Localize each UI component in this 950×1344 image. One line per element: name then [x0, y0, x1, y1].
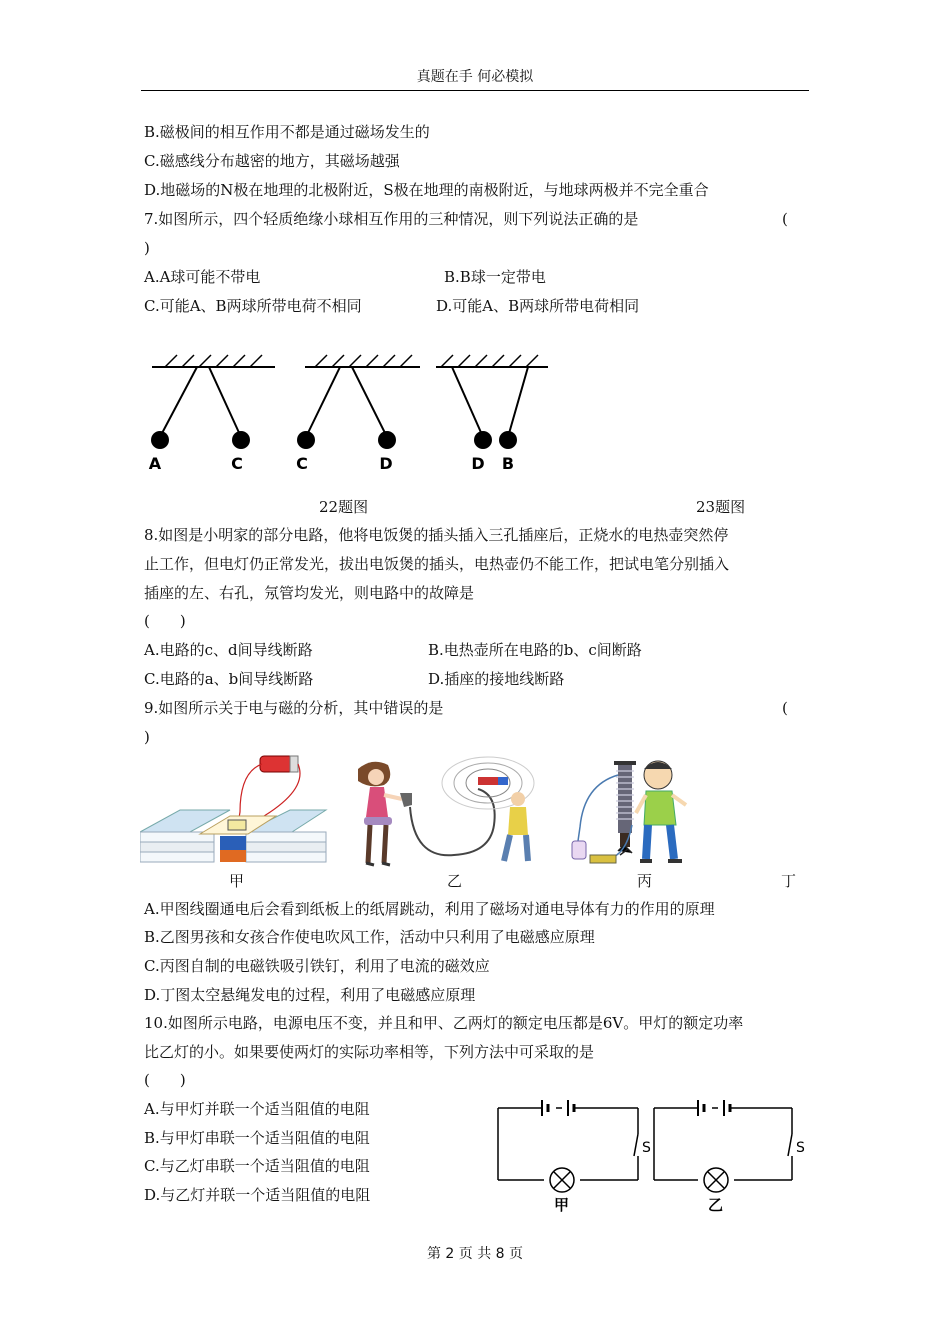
- q10-option-c: C.与乙灯串联一个适当阻值的电阻: [144, 1157, 370, 1175]
- q7-stem: 7.如图所示，四个轻质绝缘小球相互作用的三种情况，则下列说法正确的是: [144, 210, 639, 228]
- q7-option-c: C.可能A、B两球所带电荷不相同: [144, 297, 362, 315]
- header-rule: [141, 90, 809, 91]
- q9-option-b: B.乙图男孩和女孩合作使电吹风工作，活动中只利用了电磁感应原理: [144, 928, 595, 946]
- q10-option-a: A.与甲灯并联一个适当阻值的电阻: [144, 1100, 370, 1118]
- ball-b: [499, 431, 517, 449]
- q8-stem-3: 插座的左、右孔，氖管均发光，则电路中的故障是: [144, 584, 475, 602]
- q8-option-a: A.电路的c、d间导线断路: [144, 641, 313, 659]
- figure-caption-yi: 乙: [447, 872, 463, 890]
- q10-stem-1: 10.如图所示电路，电源电压不变，并且和甲、乙两灯的额定电压都是6V。甲灯的额定功率: [144, 1014, 744, 1032]
- q8-option-d: D.插座的接地线断路: [428, 670, 565, 688]
- figure-bing-electromagnet: [568, 755, 698, 873]
- q10-option-b: B.与甲灯串联一个适当阻值的电阻: [144, 1129, 370, 1147]
- hanging-balls-figure: [140, 345, 560, 475]
- q8-option-c: C.电路的a、b间导线断路: [144, 670, 314, 688]
- q9-paren-close: ): [144, 728, 150, 746]
- q8-stem-2: 止工作，但电灯仍正常发光，拔出电饭煲的插头，电热壶仍不能工作，把试电笔分别插入: [144, 555, 730, 573]
- page-footer: 第 2 页 共 8 页: [426, 1246, 524, 1262]
- switch-label: S: [642, 1140, 651, 1156]
- q7-paren-open: (: [782, 210, 788, 228]
- q8-answer-paren: ( ): [144, 612, 186, 630]
- switch-label: S: [796, 1140, 805, 1156]
- ball-label: A: [148, 454, 162, 473]
- q10-option-d: D.与乙灯并联一个适当阻值的电阻: [144, 1186, 371, 1204]
- q7-option-d: D.可能A、B两球所带电荷相同: [436, 297, 640, 315]
- ball-label: D: [379, 454, 393, 473]
- page-header: 真题在手 何必模拟: [416, 69, 534, 85]
- ball-a: [151, 431, 169, 449]
- ball-label: B: [501, 454, 515, 473]
- q7-option-b: B.B球一定带电: [444, 268, 546, 286]
- figure-jia-coil-board: [140, 752, 328, 870]
- figure-caption-bing: 丙: [637, 872, 653, 890]
- q9-option-d: D.丁图太空悬绳发电的过程，利用了电磁感应原理: [144, 986, 476, 1004]
- q10-answer-paren: ( ): [144, 1071, 186, 1089]
- ball-d-1: [378, 431, 396, 449]
- q9-option-a: A.甲图线圈通电后会看到纸板上的纸屑跳动，利用了磁场对通电导体有力的作用的原理: [144, 900, 715, 918]
- ball-c-2: [297, 431, 315, 449]
- q7-option-a: A.A球可能不带电: [144, 268, 261, 286]
- q7-paren-close: ): [144, 239, 150, 257]
- figure-caption-jia: 甲: [229, 872, 245, 890]
- lamp-label-jia: 甲: [554, 1196, 570, 1214]
- q6-option-b: B.磁极间的相互作用不都是通过磁场发生的: [144, 123, 430, 141]
- ball-label: C: [231, 454, 243, 473]
- figure-caption-ding: 丁: [781, 872, 797, 890]
- figure-yi-hairdryer-generator: [350, 755, 548, 873]
- q9-paren-open: (: [782, 699, 788, 717]
- lamp-label-yi: 乙: [708, 1196, 724, 1214]
- q6-option-d: D.地磁场的N极在地理的北极附近，S极在地理的南极附近，与地球两极并不完全重合: [144, 181, 709, 199]
- q8-stem-1: 8.如图是小明家的部分电路，他将电饭煲的插头插入三孔插座后，正烧水的电热壶突然停: [144, 526, 729, 544]
- ball-label: C: [296, 454, 308, 473]
- figure-caption-23: 23题图: [696, 498, 746, 516]
- q9-option-c: C.丙图自制的电磁铁吸引铁钉，利用了电流的磁效应: [144, 957, 490, 975]
- q10-circuits-figure: [490, 1094, 812, 1214]
- q6-option-c: C.磁感线分布越密的地方，其磁场越强: [144, 152, 400, 170]
- ball-label: D: [471, 454, 485, 473]
- ball-c-1: [232, 431, 250, 449]
- q9-stem: 9.如图所示关于电与磁的分析，其中错误的是: [144, 699, 444, 717]
- figure-caption-22: 22题图: [319, 498, 369, 516]
- ball-d-2: [474, 431, 492, 449]
- q10-stem-2: 比乙灯的小。如果要使两灯的实际功率相等，下列方法中可采取的是: [144, 1043, 595, 1061]
- q8-option-b: B.电热壶所在电路的b、c间断路: [428, 641, 642, 659]
